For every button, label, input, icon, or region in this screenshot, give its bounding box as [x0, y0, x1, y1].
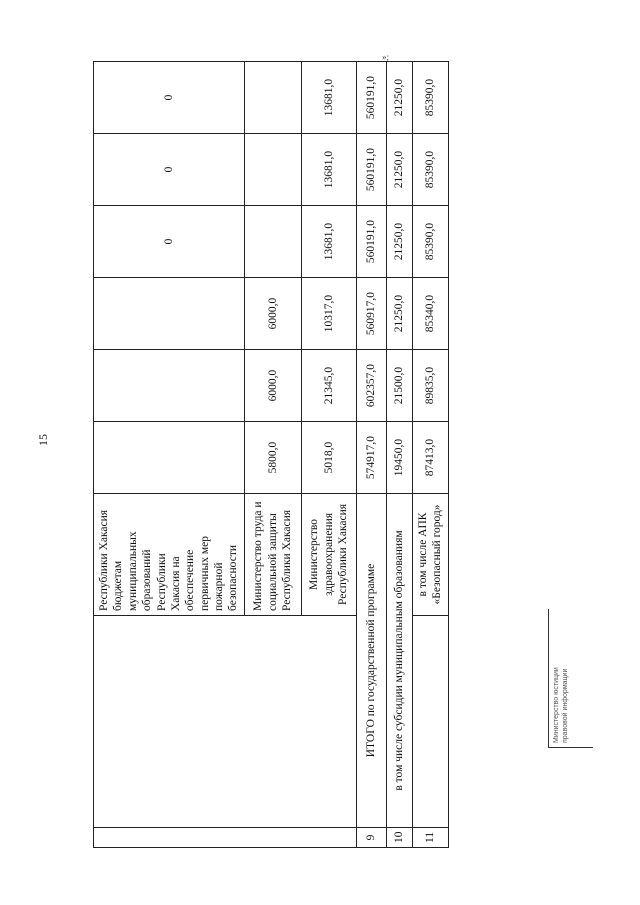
row-number-cell: [94, 828, 357, 848]
value-cell: 5800,0: [244, 422, 301, 494]
value-cell: 574917,0: [356, 422, 386, 494]
page-number: 15: [36, 434, 50, 446]
value-cell: [94, 350, 245, 422]
value-cell: [94, 278, 245, 350]
value-cell: 21345,0: [301, 350, 356, 422]
value-cell: [244, 134, 301, 206]
measure-cell: [94, 616, 357, 828]
value-cell: 0: [94, 134, 245, 206]
table-row-subsidy: [386, 62, 412, 848]
value-cell: 85340,0: [412, 278, 448, 350]
value-cell: 85390,0: [412, 62, 448, 134]
program-financing-table: [93, 61, 449, 848]
value-cell: 19450,0: [386, 422, 412, 494]
stamp-line: правовой информации: [562, 668, 570, 743]
table-row-apk: [412, 62, 448, 848]
value-cell: 13681,0: [301, 134, 356, 206]
measure-cell: [412, 616, 448, 828]
margin-mark: »;: [382, 52, 390, 62]
value-cell: 602357,0: [356, 350, 386, 422]
value-cell: 21250,0: [386, 278, 412, 350]
value-cell: 85390,0: [412, 206, 448, 278]
value-cell: 560191,0: [356, 206, 386, 278]
executor-cell: Республики Хакасия бюджетам муниципальных образований Республики Хакасия на обеспечение первичных мер пожарной безопасности: [94, 494, 245, 616]
value-cell: 21250,0: [386, 206, 412, 278]
value-cell: 89835,0: [412, 350, 448, 422]
value-cell: 87413,0: [412, 422, 448, 494]
row-number-cell: 10: [386, 828, 412, 848]
row-number-cell: 11: [412, 828, 448, 848]
value-cell: 6000,0: [244, 278, 301, 350]
value-cell: 13681,0: [301, 62, 356, 134]
value-cell: 13681,0: [301, 206, 356, 278]
program-table-container: [93, 64, 444, 848]
executor-cell: Министерство здравоохранения Республики Хакасия: [301, 494, 356, 616]
value-cell: 10317,0: [301, 278, 356, 350]
value-cell: 0: [94, 62, 245, 134]
value-cell: [94, 422, 245, 494]
value-cell: 560191,0: [356, 134, 386, 206]
total-label-cell: ИТОГО по государственной программе: [356, 494, 386, 828]
subsidy-label-cell: в том числе субсидии муниципальным образованиям: [386, 494, 412, 828]
stamp-line: Министерство юстиции: [553, 667, 560, 743]
value-cell: 560191,0: [356, 62, 386, 134]
value-cell: 0: [94, 206, 245, 278]
table-row: [94, 62, 245, 848]
registration-stamp: [548, 609, 593, 748]
value-cell: [244, 206, 301, 278]
value-cell: 5018,0: [301, 422, 356, 494]
value-cell: 21500,0: [386, 350, 412, 422]
value-cell: [244, 62, 301, 134]
value-cell: 85390,0: [412, 134, 448, 206]
executor-cell: в том числе АПК «Безопасный город»: [412, 494, 448, 616]
executor-cell: Министерство труда и социальной защиты Республики Хакасия: [244, 494, 301, 616]
row-number-cell: 9: [356, 828, 386, 848]
table-row-total: [356, 62, 386, 848]
value-cell: 21250,0: [386, 62, 412, 134]
value-cell: 560917,0: [356, 278, 386, 350]
value-cell: 21250,0: [386, 134, 412, 206]
value-cell: 6000,0: [244, 350, 301, 422]
